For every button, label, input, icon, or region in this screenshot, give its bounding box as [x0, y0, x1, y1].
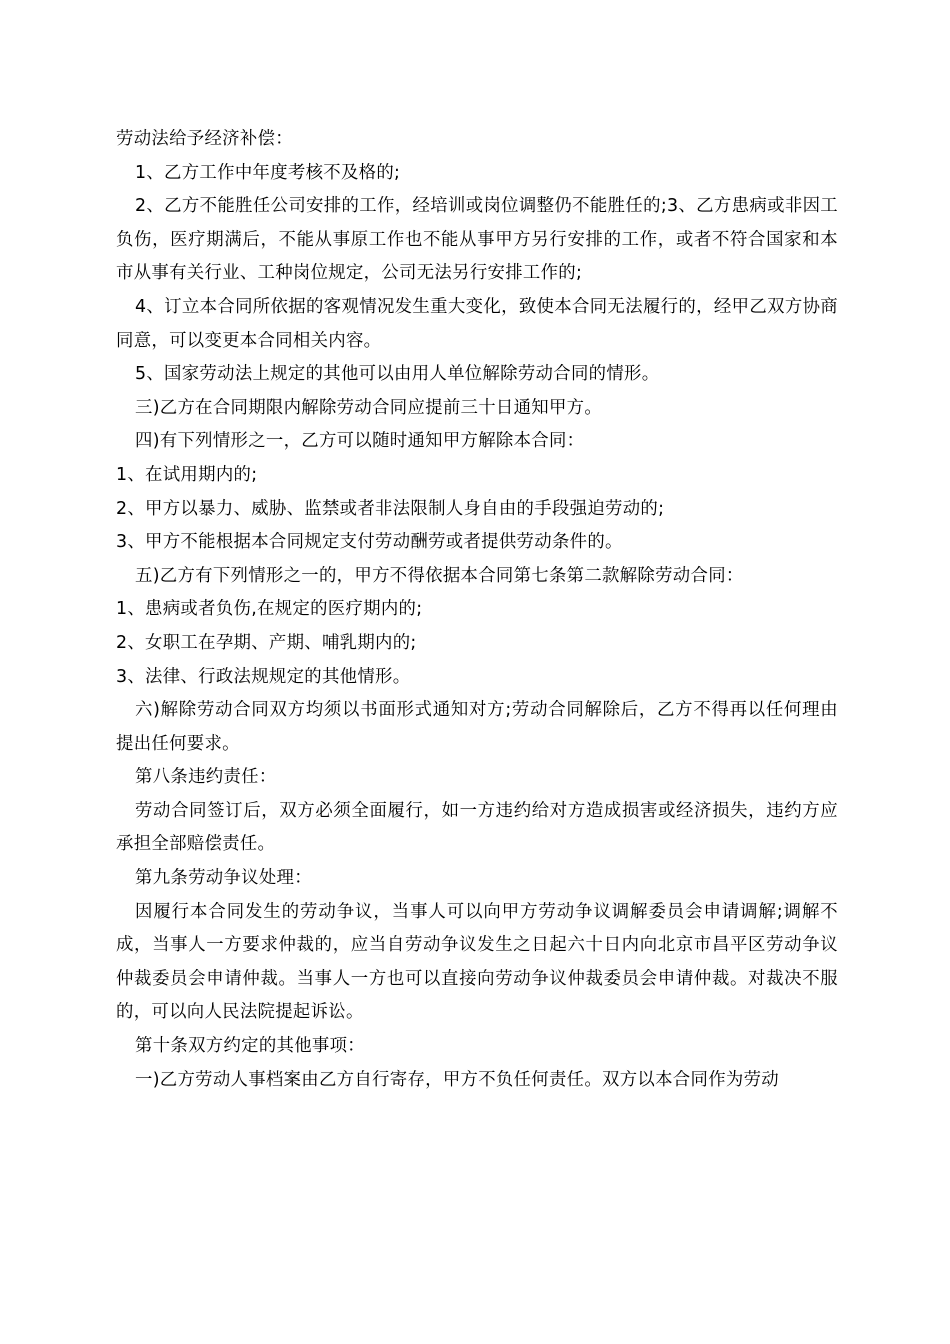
section-heading: 第九条劳动争议处理： [135, 868, 312, 889]
paragraph: 一)乙方劳动人事档案由乙方自行寄存，甲方不负任何责任。双方以本合同作为劳动 [135, 1069, 779, 1090]
paragraph: 1、在试用期内的; [116, 464, 258, 485]
paragraph: 六)解除劳动合同双方均须以书面形式通知对方;劳动合同解除后，乙方不得再以任何理由提出任何要求。 [116, 700, 838, 754]
paragraph: 4、订立本合同所依据的客观情况发生重大变化，致使本合同无法履行的，经甲乙双方协商同意，可以变更本合同相关内容。 [116, 296, 838, 351]
paragraph: 1、乙方工作中年度考核不及格的; [135, 162, 401, 183]
paragraph: 3、法律、行政法规规定的其他情形。 [116, 666, 411, 687]
paragraph: 劳动法给予经济补偿： [116, 129, 293, 149]
paragraph: 三)乙方在合同期限内解除劳动合同应提前三十日通知甲方。 [135, 397, 603, 418]
paragraph: 四)有下列情形之一，乙方可以随时通知甲方解除本合同： [135, 431, 585, 452]
paragraph: 1、患病或者负伤,在规定的医疗期内的; [116, 599, 423, 620]
paragraph: 劳动合同签订后，双方必须全面履行，如一方违约给对方造成损害或经济损失，违约方应承担全部赔偿责任。 [116, 800, 838, 855]
document-body [116, 123, 838, 1097]
paragraph: 2、女职工在孕期、产期、哺乳期内的; [116, 632, 417, 653]
paragraph: 五)乙方有下列情形之一的，甲方不得依据本合同第七条第二款解除劳动合同： [135, 565, 744, 586]
section-heading: 第八条违约责任： [135, 767, 277, 788]
paragraph: 因履行本合同发生的劳动争议，当事人可以向甲方劳动争议调解委员会申请调解;调解不成，当事人一方要求仲裁的，应当自劳动争议发生之日起六十日内向北京市昌平区劳动争议仲裁委员会申请仲裁。当事人一方也可以直接向劳动争议仲裁委员会申请仲裁。对裁决不服的，可以向人民法院提起诉讼。 [116, 901, 838, 1023]
paragraph: 3、甲方不能根据本合同规定支付劳动酬劳或者提供劳动条件的。 [116, 532, 623, 553]
paragraph: 5、国家劳动法上规定的其他可以由用人单位解除劳动合同的情形。 [135, 364, 660, 385]
section-heading: 第十条双方约定的其他事项： [135, 1036, 365, 1057]
paragraph: 2、乙方不能胜任公司安排的工作，经培训或岗位调整仍不能胜任的;3、乙方患病或非因工负伤，医疗期满后，不能从事原工作也不能从事甲方另行安排的工作，或者不符合国家和本市从事有关行业、工种岗位规定，公司无法另行安排工作的; [116, 196, 838, 284]
paragraph: 2、甲方以暴力、威胁、监禁或者非法限制人身自由的手段强迫劳动的; [116, 498, 665, 519]
